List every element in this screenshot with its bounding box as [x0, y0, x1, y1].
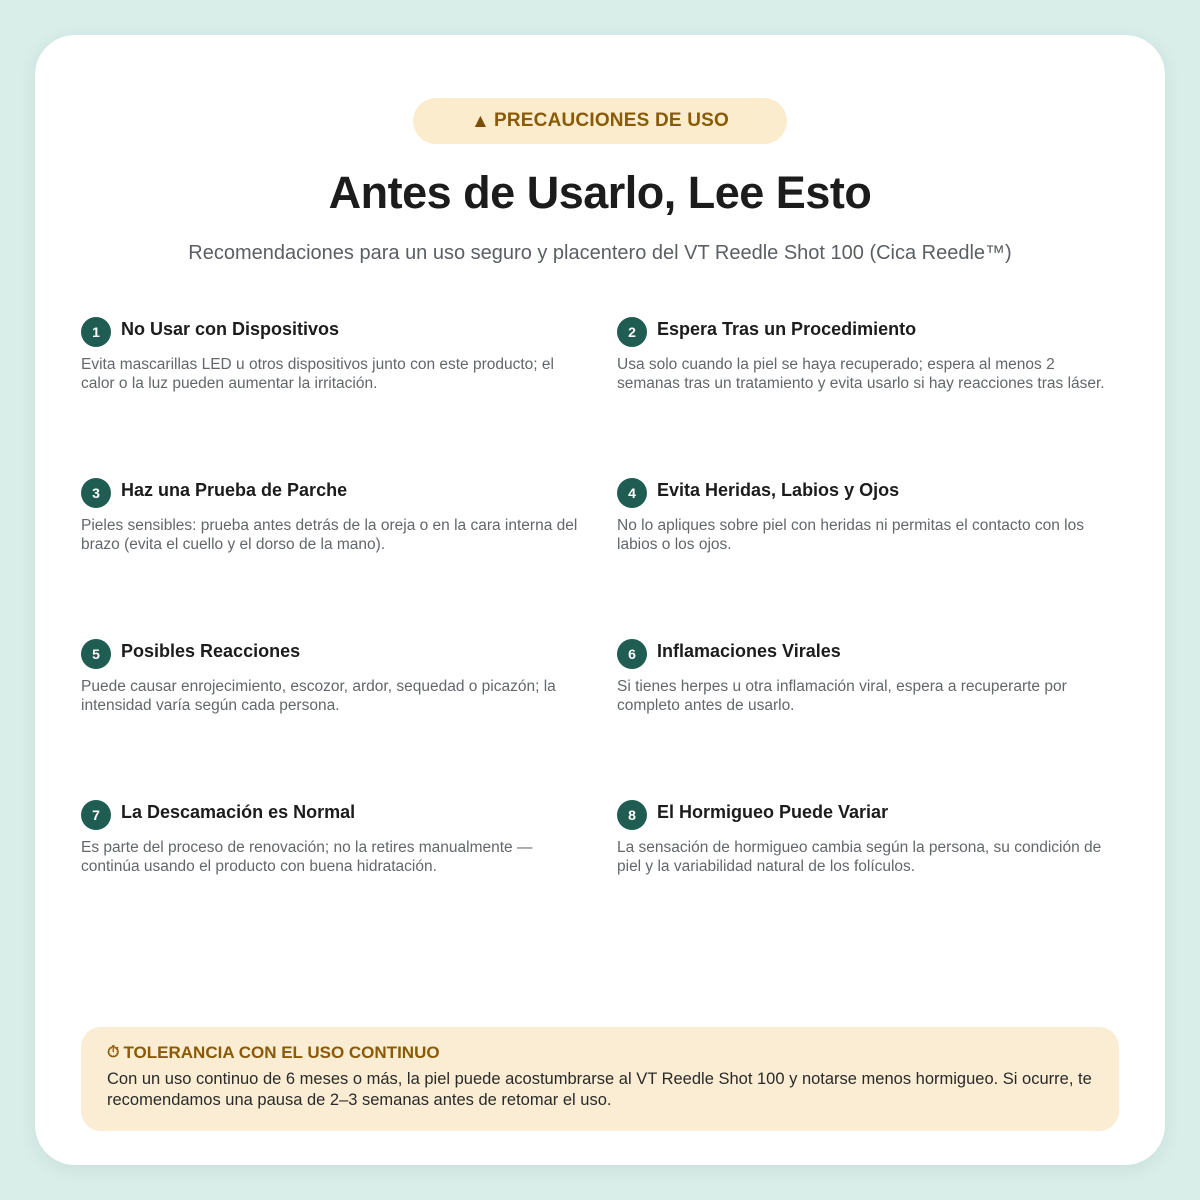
item-title: Posibles Reacciones	[121, 640, 301, 661]
badge-label: PRECAUCIONES DE USO	[494, 110, 730, 131]
item-title: Evita Heridas, Labios y Ojos	[657, 479, 900, 500]
item-number: 8	[617, 800, 647, 830]
item-description: Evita mascarillas LED u otros dispositivos junto con este producto; el calor o la luz pueden aumentar la irritación.	[81, 356, 554, 392]
precaution-item	[81, 633, 585, 715]
item-number: 1	[81, 317, 111, 347]
tolerance-note	[81, 1027, 1119, 1131]
item-title: Haz una Prueba de Parche	[121, 479, 348, 500]
item-description: Pieles sensibles: prueba antes detrás de la oreja o en la cara interna del brazo (evita el cuello y el dorso de la mano).	[81, 517, 578, 553]
item-title: No Usar con Dispositivos	[121, 318, 340, 339]
precaution-item	[617, 311, 1121, 393]
item-description: Puede causar enrojecimiento, escozor, ardor, sequedad o picazón; la intensidad varía según cada persona.	[81, 678, 556, 714]
note-text: Con un uso continuo de 6 meses o más, la piel puede acostumbrarse al VT Reedle Shot 100 y notarse menos hormigueo. Si ocurre, te recomendamos una pausa de 2–3 semanas antes de retomar el uso.	[107, 1070, 1092, 1109]
item-number: 2	[617, 317, 647, 347]
item-number: 6	[617, 639, 647, 669]
item-description: Usa solo cuando la piel se haya recuperado; espera al menos 2 semanas tras un tratamiento y evita usarlo si hay reacciones tras láser.	[617, 356, 1105, 392]
precaution-item	[617, 633, 1121, 715]
page-title: Antes de Usarlo, Lee Esto	[328, 167, 872, 218]
precautions-badge	[413, 98, 787, 144]
precaution-item	[617, 472, 1121, 554]
item-title: El Hormigueo Puede Variar	[657, 801, 889, 822]
precaution-item	[81, 794, 585, 876]
item-number: 7	[81, 800, 111, 830]
item-title: Inflamaciones Virales	[657, 640, 841, 661]
warning-icon: ▲	[470, 110, 490, 132]
item-title: La Descamación es Normal	[121, 801, 356, 822]
item-title: Espera Tras un Procedimiento	[657, 318, 917, 339]
page-subtitle: Recomendaciones para un uso seguro y placentero del VT Reedle Shot 100 (Cica Reedle™)	[188, 242, 1012, 264]
item-description: La sensación de hormigueo cambia según la persona, su condición de piel y la variabilidad natural de los folículos.	[617, 839, 1102, 875]
precaution-item	[617, 794, 1121, 876]
item-description: Si tienes herpes u otra inflamación viral, espera a recuperarte por completo antes de usarlo.	[617, 678, 1067, 714]
precaution-item	[81, 472, 585, 554]
note-title: TOLERANCIA CON EL USO CONTINUO	[123, 1043, 440, 1062]
precaution-item	[81, 311, 585, 393]
item-number: 3	[81, 478, 111, 508]
item-description: Es parte del proceso de renovación; no la retires manualmente — continúa usando el producto con buena hidratación.	[81, 839, 533, 875]
item-description: No lo apliques sobre piel con heridas ni permitas el contacto con los labios o los ojos.	[617, 517, 1084, 553]
stopwatch-icon: ⏱	[107, 1044, 120, 1061]
precautions-card	[35, 35, 1165, 1165]
item-number: 5	[81, 639, 111, 669]
item-number: 4	[617, 478, 647, 508]
